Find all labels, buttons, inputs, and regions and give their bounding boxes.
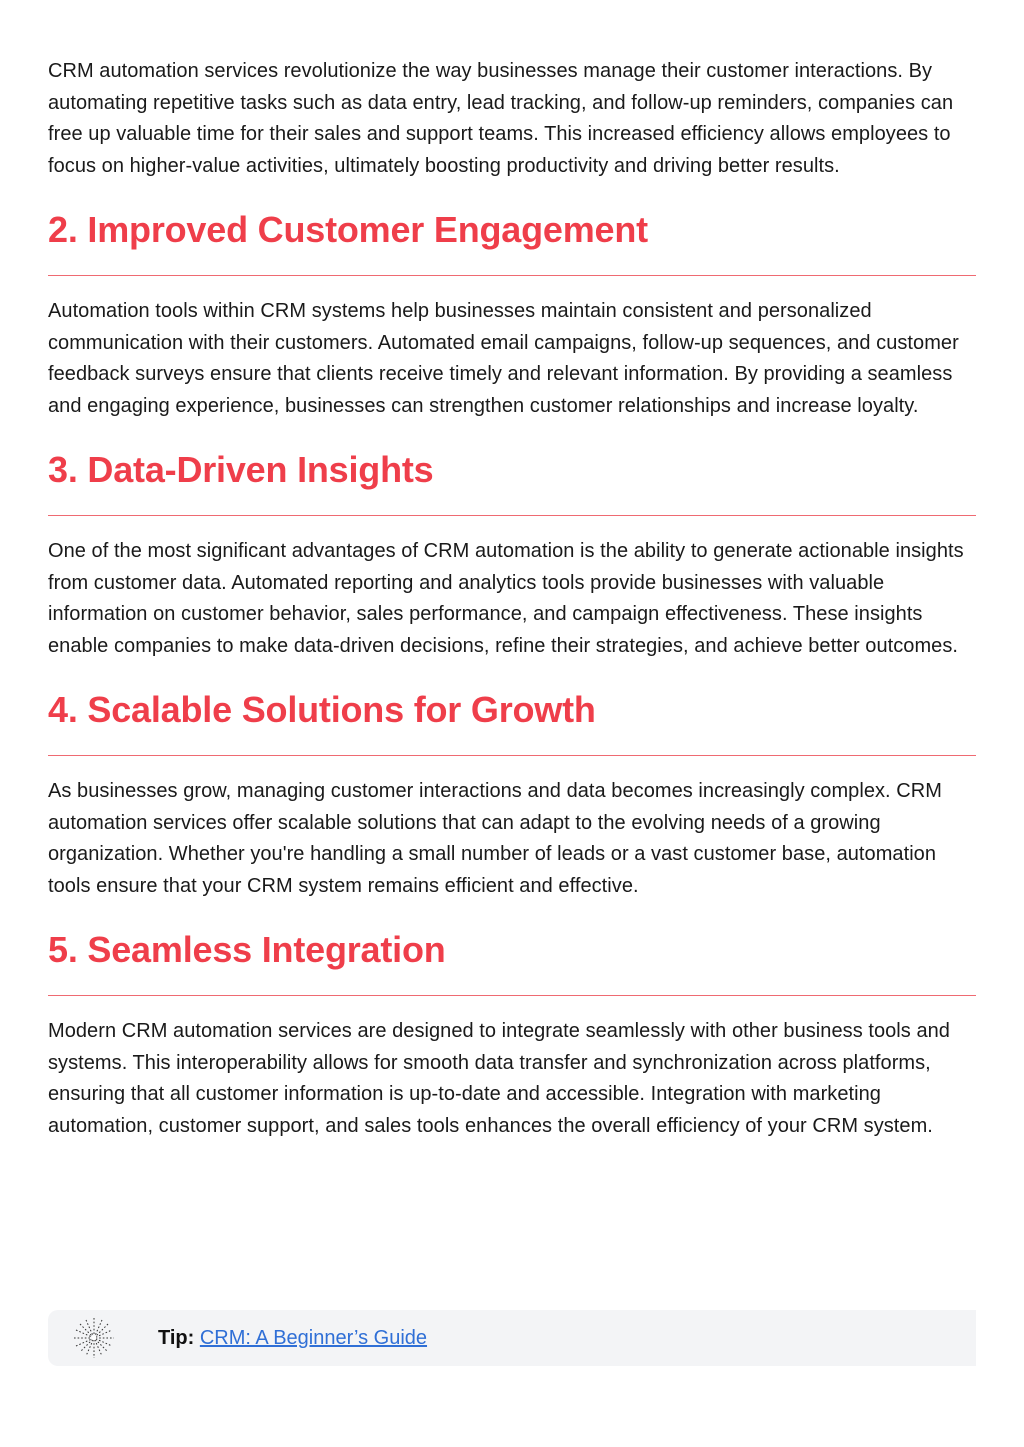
tip-guide-link[interactable]: CRM: A Beginner’s Guide xyxy=(199,1326,428,1349)
intro-paragraph: CRM automation services revolutionize the way businesses manage their customer interactions. By automating repetitive tasks such as data entry, lead tracking, and follow-up reminders, companies can free up valuable time for their sales and support teams. This increased efficiency allows employees to focus on higher-value activities, ultimately boosting productivity and driving better results. xyxy=(48,60,954,177)
section-paragraph: As businesses grow, managing customer interactions and data becomes increasingly complex. CRM automation services offer scalable solutions that can adapt to the evolving needs of a growing organization. Whether you're handling a small number of leads or a vast customer base, automation tools ensure that your CRM system remains efficient and effective. xyxy=(48,780,942,897)
section-paragraph: Automation tools within CRM systems help businesses maintain consistent and personalized communication with their customers. Automated email campaigns, follow-up sequences, and customer feedback surveys ensure that clients receive timely and relevant information. By providing a seamless and engaging experience, businesses can strengthen customer relationships and increase loyalty. xyxy=(48,300,959,417)
section-divider xyxy=(48,515,976,516)
article-body xyxy=(48,56,976,1142)
sparkle-icon xyxy=(72,1316,116,1360)
tip-callout xyxy=(48,1310,976,1366)
section-heading: 4. Scalable Solutions for Growth xyxy=(48,689,596,730)
section-heading: 5. Seamless Integration xyxy=(48,929,446,970)
tip-label: Tip: xyxy=(158,1326,195,1349)
section-heading: 3. Data-Driven Insights xyxy=(48,449,434,490)
section-paragraph: One of the most significant advantages of CRM automation is the ability to generate actionable insights from customer data. Automated reporting and analytics tools provide businesses with valuable information on customer behavior, sales performance, and campaign effectiveness. These insights enable companies to make data-driven decisions, refine their strategies, and achieve better outcomes. xyxy=(48,540,964,657)
section-customer-engagement xyxy=(48,208,976,422)
tip-text xyxy=(158,1327,427,1350)
section-scalable-solutions xyxy=(48,688,976,902)
section-seamless-integration xyxy=(48,928,976,1142)
section-divider xyxy=(48,995,976,996)
section-divider xyxy=(48,275,976,276)
section-data-driven-insights xyxy=(48,448,976,662)
section-divider xyxy=(48,755,976,756)
section-heading: 2. Improved Customer Engagement xyxy=(48,209,648,250)
section-paragraph: Modern CRM automation services are designed to integrate seamlessly with other business tools and systems. This interoperability allows for smooth data transfer and synchronization across platforms, ensuring that all customer information is up-to-date and accessible. Integration with marketing automation, customer support, and sales tools enhances the overall efficiency of your CRM system. xyxy=(48,1020,950,1137)
